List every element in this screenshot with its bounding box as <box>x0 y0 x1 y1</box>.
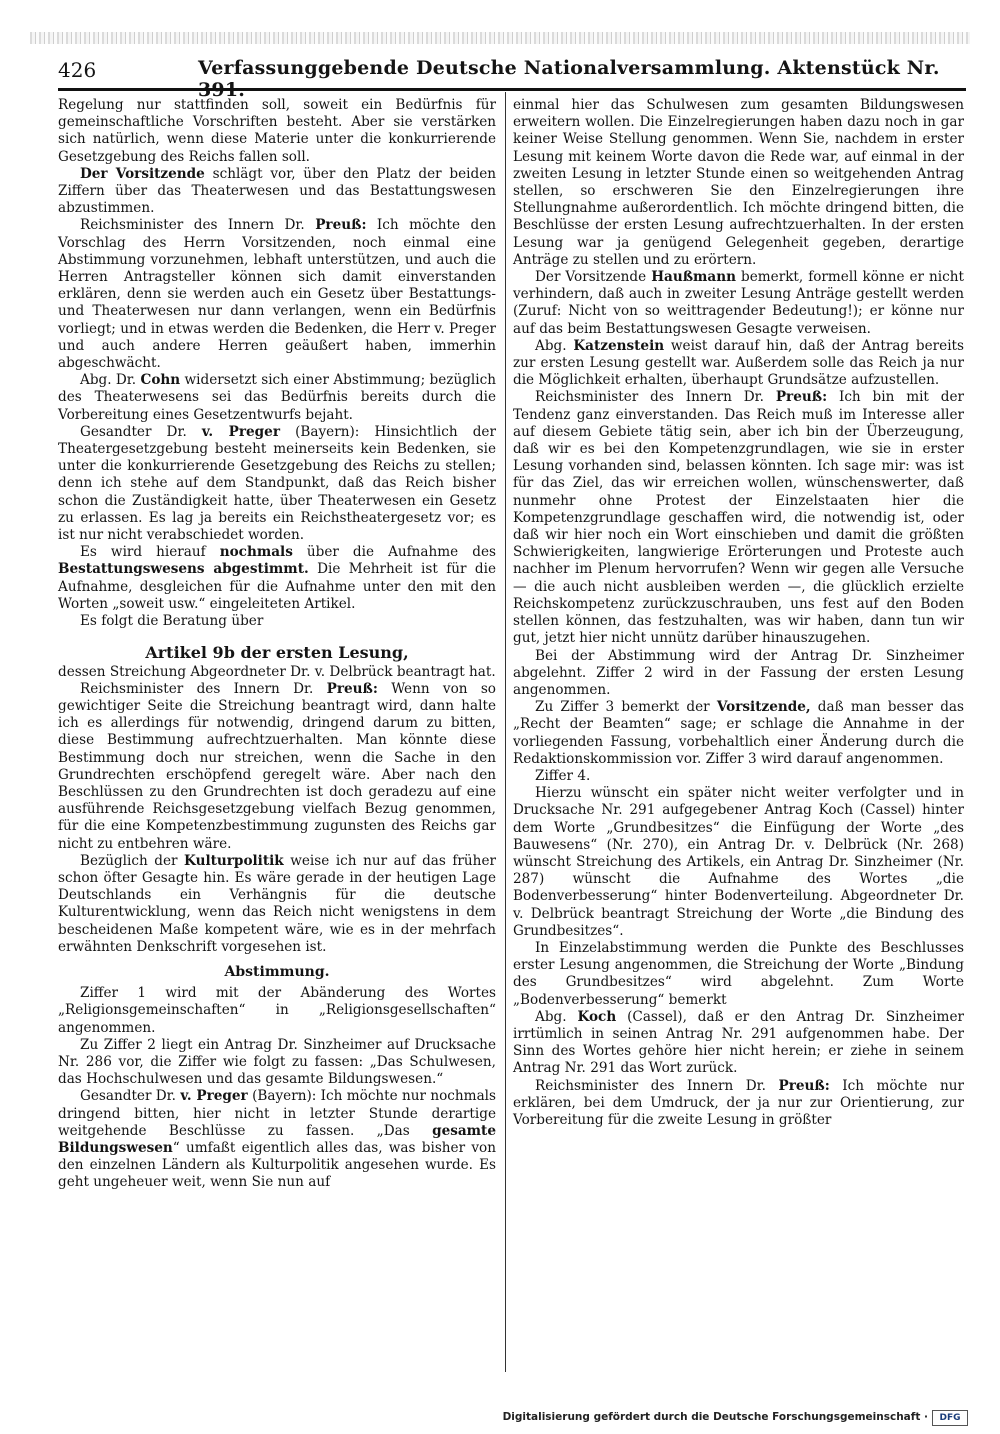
speaker-name: Vorsitzende, <box>716 699 811 716</box>
speaker-name: Cohn <box>140 372 181 389</box>
paragraph: Gesandter Dr. v. Preger (Bayern): Hinsichtlich der Theatergesetzgebung besteht meinerseits kein Bedenken, sie unter die konkurrierende Gesetzgebung des Reichs zu stellen; denn ich stehe auf dem Standpunkt, daß das Reich bisher schon die Zuständigkeit hatte, über Theaterwesen ein Gesetz zu erlassen. Es lag ja bereits ein Reichstheatergesetz vor; es ist nur nicht verabschiedet worden. <box>58 423 496 544</box>
page-header <box>58 52 964 101</box>
funding-note: Digitalisierung gefördert durch die Deutsche Forschungsgemeinschaft · <box>502 1411 928 1423</box>
paragraph: Es folgt die Beratung über <box>80 613 264 630</box>
speaker-name: v. Preger <box>180 1088 248 1105</box>
speaker-name: Katzenstein <box>573 337 665 354</box>
speaker-name: Preuß: <box>315 217 367 234</box>
paragraph: Bei der Abstimmung wird der Antrag Dr. Sinzheimer abgelehnt. Ziffer 2 wird in der Fassung der ersten Lesung angenommen. <box>513 647 964 698</box>
right-column <box>513 97 964 1129</box>
paragraph: Zu Ziffer 2 liegt ein Antrag Dr. Sinzheimer auf Drucksache Nr. 286 vor, die Ziffer wie folgt zu fassen: „Das Schulwesen, das Hochschulwesen und das gesamte Bildungswesen.“ <box>58 1036 496 1088</box>
paragraph: Es wird hierauf nochmals über die Aufnahme des Bestattungswesens abgestimmt. Die Mehrheit ist für die Aufnahme, desgleichen für die Aufnahme unter den mit den Worten „soweit usw.“ eingeleiteten Artikel. <box>58 544 496 612</box>
paragraph: Der Vorsitzende Haußmann bemerkt, formell könne er nicht verhindern, daß auch in zweiter Lesung Anträge gestellt werden (Zuruf: Nicht von so weittragender Bedeutung!); er könne nur auf das beim Bestattungswesen Gesagte verweisen. <box>513 269 964 337</box>
paragraph: Gesandter Dr. v. Preger (Bayern): Ich möchte nur nochmals dringend bitten, hier nicht in letzter Stunde derartige weitgehende Beschlüsse zu fassen. „Das gesamte Bildungswesen“ umfaßt eigentlich alles das, was bisher von den einzelnen Ländern als Kulturpolitik angesehen wurde. Es geht ungeheuer weit, wenn Sie nun auf <box>58 1088 496 1191</box>
paragraph: Ziffer 4. <box>535 767 591 784</box>
paragraph: Reichsminister des Innern Dr. Preuß: Ich möchte den Vorschlag des Herrn Vorsitzenden, noch einmal eine Abstimmung vorzunehmen, lebhaft unterstützen, und auch die Herren Antragsteller können sich damit einverstanden erklären, denn sie werden auch ein Gesetz über Bestattungs- und Theaterwesen nur dann verlangen, wenn ein Bedürfnis vorliegt; und in etwas werden die Bedenken, die Herr v. Preger und auch andere Herren geäußert haben, immerhin abgeschwächt. <box>58 217 496 372</box>
paragraph: Zu Ziffer 3 bemerkt der Vorsitzende, daß man besser das „Recht der Beamten“ sage; er schlage die Annahme in der vorliegenden Fassung, vorbehaltlich einer Änderung durch die Redaktionskommission vor. Ziffer 3 wird darauf angenommen. <box>513 699 964 767</box>
paragraph: Reichsminister des Innern Dr. Preuß: Ich möchte nur erklären, bei dem Umdruck, der ja nur zur Orientierung, zur Vorbereitung für die zweite Lesung in größter <box>513 1077 964 1128</box>
scan-texture-strip <box>30 32 970 44</box>
paragraph: Regelung nur stattfinden soll, soweit ein Bedürfnis für gemeinschaftliche Vorschriften besteht. Aber sie verstärken sich natürlich, wenn diese Materie unter die konkurrierende Gesetzgebung des Reichs fallen soll. <box>58 97 496 165</box>
paragraph: Bezüglich der Kulturpolitik weise ich nur auf das früher schon öfter Gesagte hin. Es wäre gerade in der heutigen Lage Deutschlands ein Verhängnis für die deutsche Kulturentwicklung, wenn das Reich nicht wenigstens in dem bescheidenen Maße kompetent wäre, wie es in der mehrfach erwähnten Denkschrift vorgesehen ist. <box>58 852 496 955</box>
speaker-name: Haußmann <box>651 269 737 286</box>
digitization-footer <box>502 1410 968 1426</box>
speaker-name: Preuß: <box>326 680 378 697</box>
paragraph: dessen Streichung Abgeordneter Dr. v. Delbrück beantragt hat. <box>58 663 496 680</box>
paragraph: Der Vorsitzende schlägt vor, über den Platz der beiden Ziffern über das Theaterwesen und das Bestattungswesen abzustimmen. <box>58 165 496 217</box>
running-title: Verfassunggebende Deutsche Nationalversammlung. Aktenstück Nr. 391. <box>198 57 940 101</box>
speaker-name: Preuß: <box>775 389 828 406</box>
paragraph: In Einzelabstimmung werden die Punkte des Beschlusses erster Lesung angenommen, die Streichung der Worte „Bindung des Grundbesitzes“ wird abgelehnt. Zum Worte „Bodenverbesserung“ bemerkt <box>513 939 964 1008</box>
paragraph: Reichsminister des Innern Dr. Preuß: Wenn von so gewichtiger Seite die Streichung beantragt wird, dann halte ich es allerdings für notwendig, dringend darum zu bitten, diese Bestimmung aufrechtzuerhalten. Man könnte diese Bestimmung doch nur streichen, wenn die Sache in den Grundrechten erschöpfend geregelt wäre. Aber nach den Beschlüssen zu den Grundrechten ist doch geradezu auf eine ausführende Reichsgesetzgebung vielfach Bezug genommen, für die eine Kompetenzbestimmung zugunsten des Reichs gar nicht zu entbehren wäre. <box>58 680 496 852</box>
section-heading: Artikel 9b der ersten Lesung, <box>145 643 409 663</box>
paragraph: Hierzu wünscht ein später nicht weiter verfolgter und in Drucksache Nr. 291 aufgegebener Antrag Koch (Cassel) hinter dem Worte „Grundbesitzes“ die Einfügung der Worte „des Bauwesens“ (Nr. 270), ein Antrag Dr. v. Delbrück (Nr. 268) wünscht Streichung des Artikels, ein Antrag Dr. Sinzheimer (Nr. 287) wünscht die Aufnahme des Wortes „die Bodenverbesserung“ hinter Bodenverteilung. Abgeordneter Dr. v. Delbrück beantragt Streichung der Worte „die Bindung des Grundbesitzes“. <box>513 785 964 939</box>
dfg-logo: DFG <box>932 1410 968 1426</box>
speaker-name: Koch <box>577 1008 617 1025</box>
speaker-name: Preuß: <box>778 1077 830 1094</box>
paragraph: einmal hier das Schulwesen zum gesamten Bildungswesen erweitern wollen. Die Einzelregierungen haben dazu noch in gar keiner Weise Stellung genommen. Wenn Sie, nachdem in erster Lesung mit keinem Worte davon die Rede war, auf einmal in der zweiten Lesung in letzter Stunde einen so weitgehenden Antrag stellen, so erschweren Sie den Einzelregierungen ihre Stellungnahme außerordentlich. Ich möchte dringend bitten, die Beschlüsse der ersten Lesung aufrechtzuerhalten. In der ersten Lesung war ja genügend Gelegenheit gegeben, derartige Anträge zu stellen und zu erörtern. <box>513 97 964 268</box>
paragraph: Abg. Katzenstein weist darauf hin, daß der Antrag bereits zur ersten Lesung gestellt war. Außerdem solle das Reich ja nur die Möglichkeit erhalten, überhaupt Grundsätze aufzustellen. <box>513 337 964 389</box>
paragraph: Abg. Koch (Cassel), daß er den Antrag Dr. Sinzheimer irrtümlich in seinen Antrag Nr. 291 aufgenommen habe. Der Sinn des Wortes gehöre hier nicht herein; er ziehe in seinem Antrag Nr. 291 das Wort zurück. <box>513 1008 964 1077</box>
speaker-name: v. Preger <box>201 423 280 440</box>
column-separator <box>505 92 506 1372</box>
paragraph: Reichsminister des Innern Dr. Preuß: Ich bin mit der Tendenz ganz einverstanden. Das Reich muß im Interesse aller auf diesem Gebiete tätig sein, aber ich bin der Überzeugung, daß wir es bei den Kompetenzgrundlagen, wie sie in erster Lesung vorhanden sind, belassen könnten. Ich sage mir: was ist für das Ziel, das wir erreichen wollen, wünschenswerter, daß nunmehr ohne Protest der Einzelstaaten hier die Kompetenzgrundlage geschaffen wird, die notwendig ist, oder daß wir hier noch ein Wort einschieben und damit die größten Schwierigkeiten, langwierige Erörterungen und Proteste auch nachher im Plenum hervorrufen? Wenn wir gegen alle Versuche — die auch nicht ausbleiben werden —, die glücklich erzielte Reichskompetenz zurückzuschrauben, uns fest auf den Boden stellen können, das festzuhalten, was wir haben, dann tun wir gut, jetzt hier nicht unnütz darüber hinauszugehen. <box>513 389 964 647</box>
page-number: 426 <box>58 58 97 82</box>
paragraph: Ziffer 1 wird mit der Abänderung des Wortes „Religionsgemeinschaften“ in „Religionsgesellschaften“ angenommen. <box>58 985 496 1036</box>
left-column <box>58 97 496 1192</box>
paragraph: Abg. Dr. Cohn widersetzt sich einer Abstimmung; bezüglich des Theaterwesens sei das Bedürfnis bereits durch die Vorbereitung eines Gesetzentwurfs bejaht. <box>58 372 496 423</box>
header-rule <box>58 88 966 91</box>
section-subheading: Abstimmung. <box>224 963 330 980</box>
speaker-name: Der Vorsitzende <box>80 165 205 182</box>
